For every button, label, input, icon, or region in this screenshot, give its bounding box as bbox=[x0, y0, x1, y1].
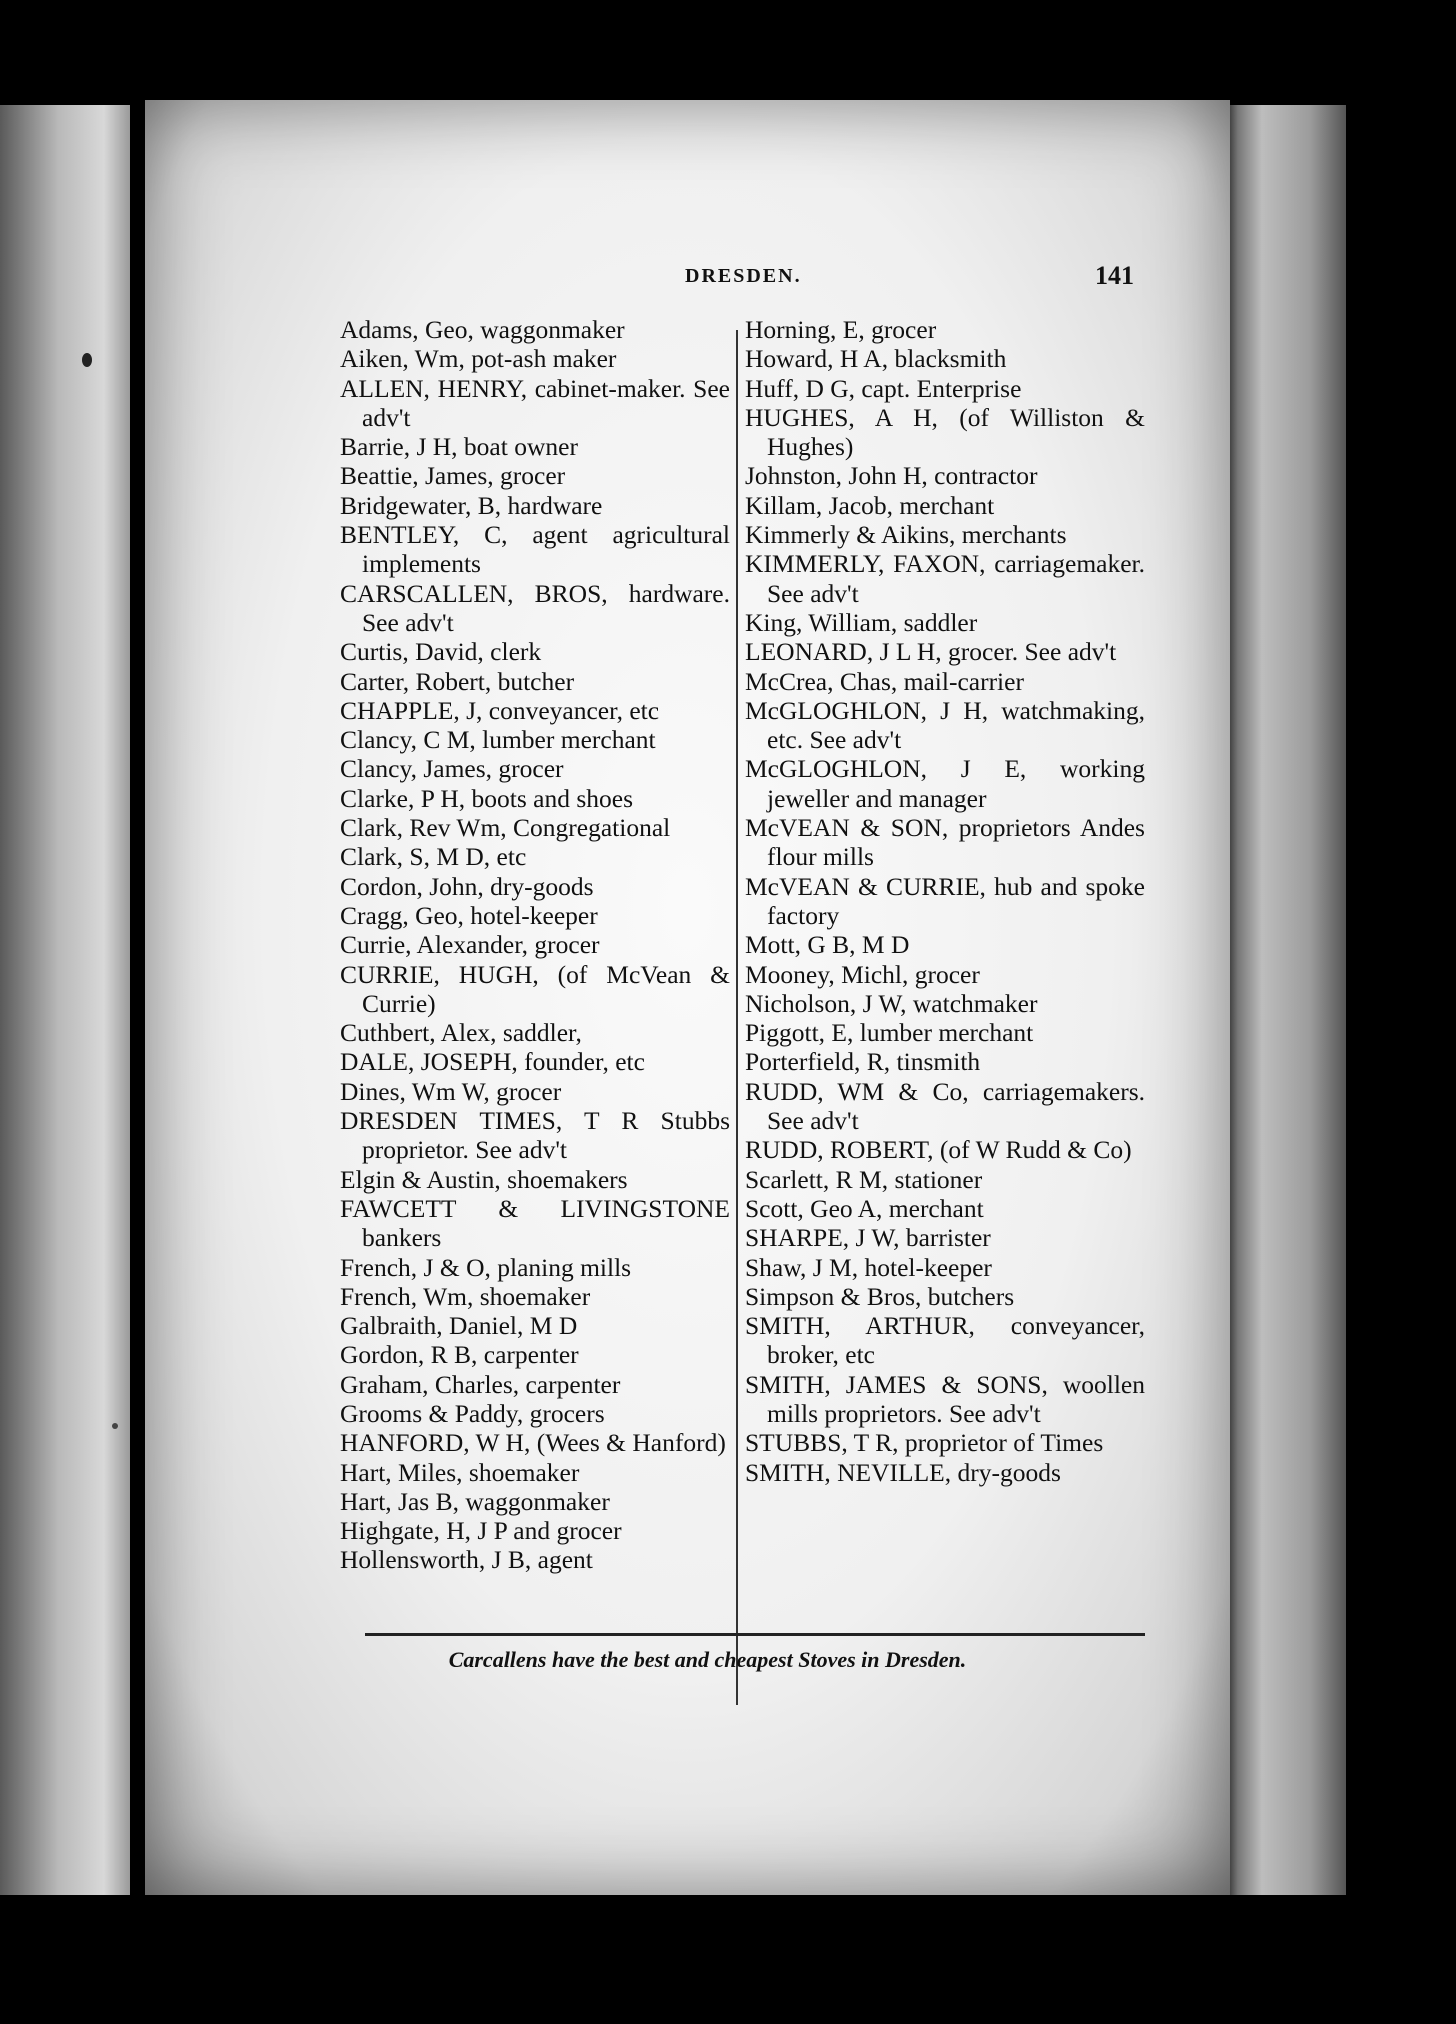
directory-entry: Grooms & Paddy, grocers bbox=[340, 1398, 605, 1428]
right-page-edge bbox=[1226, 105, 1346, 1895]
directory-entry: Aiken, Wm, pot-ash maker bbox=[340, 344, 617, 374]
directory-entry: Graham, Charles, carpenter bbox=[340, 1369, 621, 1399]
directory-column-right bbox=[745, 315, 1145, 1487]
directory-entry: SMITH, JAMES & SONS, woollen mills proprietors. See adv't bbox=[745, 1369, 1145, 1428]
directory-entry: Currie, Alexander, grocer bbox=[340, 930, 600, 960]
directory-entry: French, J & O, planing mills bbox=[340, 1252, 632, 1282]
ink-spot bbox=[82, 353, 92, 367]
directory-entry: Cuthbert, Alex, saddler, bbox=[340, 1018, 582, 1048]
directory-entry: Gordon, R B, carpenter bbox=[340, 1340, 579, 1370]
directory-entry: Killam, Jacob, merchant bbox=[745, 490, 995, 520]
directory-entry: Porterfield, R, tinsmith bbox=[745, 1047, 981, 1077]
directory-entry: Scott, Geo A, merchant bbox=[745, 1193, 984, 1223]
directory-entry: Elgin & Austin, shoemakers bbox=[340, 1164, 628, 1194]
directory-entry: Cragg, Geo, hotel-keeper bbox=[340, 900, 598, 930]
directory-entry: Mott, G B, M D bbox=[745, 930, 910, 960]
directory-entry: Mooney, Michl, grocer bbox=[745, 959, 980, 989]
directory-entry: Nicholson, J W, watchmaker bbox=[745, 988, 1038, 1018]
directory-entry: SMITH, ARTHUR, conveyancer, broker, etc bbox=[745, 1311, 1145, 1370]
directory-page bbox=[145, 100, 1230, 1895]
directory-entry: Clark, Rev Wm, Congregational bbox=[340, 813, 671, 843]
directory-entry: Howard, H A, blacksmith bbox=[745, 344, 1007, 374]
directory-entry: McCrea, Chas, mail-carrier bbox=[745, 666, 1024, 696]
directory-entry: Hart, Miles, shoemaker bbox=[340, 1457, 580, 1487]
directory-entry: French, Wm, shoemaker bbox=[340, 1281, 591, 1311]
directory-entry: Scarlett, R M, stationer bbox=[745, 1164, 983, 1194]
directory-entry: KIMMERLY, FAXON, carriagemaker. See adv't bbox=[745, 549, 1145, 608]
page-header bbox=[145, 261, 1230, 295]
directory-entry: Galbraith, Daniel, M D bbox=[340, 1311, 578, 1341]
directory-column-left bbox=[340, 315, 730, 1575]
ink-spot bbox=[112, 1423, 118, 1429]
directory-entry: McGLOGHLON, J H, watchmaking, etc. See adv't bbox=[745, 695, 1145, 755]
directory-entry: SHARPE, J W, barrister bbox=[745, 1223, 991, 1253]
directory-entry: Dines, Wm W, grocer bbox=[340, 1076, 562, 1106]
directory-entry: FAWCETT & LIVINGSTONE bankers bbox=[340, 1193, 730, 1253]
directory-entry: Beattie, James, grocer bbox=[340, 461, 566, 491]
directory-entry: BENTLEY, C, agent agricultural implements bbox=[340, 520, 730, 579]
footer-advertisement: Carcallens have the best and cheapest Stoves in Dresden. bbox=[448, 1647, 967, 1672]
directory-entry: HUGHES, A H, (of Williston & Hughes) bbox=[745, 402, 1145, 462]
page-number: 141 bbox=[1095, 261, 1134, 290]
directory-entry: ALLEN, HENRY, cabinet-maker. See adv't bbox=[340, 373, 730, 432]
directory-entry: Hollensworth, J B, agent bbox=[340, 1545, 593, 1575]
directory-entry: King, William, saddler bbox=[745, 607, 978, 637]
directory-entry: Cordon, John, dry-goods bbox=[340, 871, 594, 901]
directory-entry: LEONARD, J L H, grocer. See adv't bbox=[745, 637, 1117, 667]
directory-entry: Bridgewater, B, hardware bbox=[340, 490, 603, 520]
running-title: DRESDEN. bbox=[685, 265, 802, 287]
left-page-edge bbox=[0, 105, 130, 1895]
directory-entry: CARSCALLEN, BROS, hardware. See adv't bbox=[340, 578, 730, 637]
directory-entry: DALE, JOSEPH, founder, etc bbox=[340, 1047, 645, 1077]
directory-entry: Kimmerly & Aikins, merchants bbox=[745, 520, 1067, 550]
directory-entry: Adams, Geo, waggonmaker bbox=[340, 315, 625, 344]
directory-entry: CURRIE, HUGH, (of McVean & Currie) bbox=[340, 959, 730, 1018]
directory-entry: Curtis, David, clerk bbox=[340, 637, 542, 667]
directory-entry: Clancy, James, grocer bbox=[340, 754, 564, 784]
directory-entry: CHAPPLE, J, conveyancer, etc bbox=[340, 695, 660, 725]
directory-entry: Piggott, E, lumber merchant bbox=[745, 1018, 1034, 1048]
directory-entry: Clarke, P H, boots and shoes bbox=[340, 783, 633, 813]
directory-entry: DRESDEN TIMES, T R Stubbs proprietor. See adv't bbox=[340, 1106, 730, 1165]
directory-entry: Clark, S, M D, etc bbox=[340, 842, 527, 872]
directory-entry: Huff, D G, capt. Enterprise bbox=[745, 373, 1022, 403]
directory-entry: Johnston, John H, contractor bbox=[745, 461, 1038, 491]
directory-entry: Hart, Jas B, waggonmaker bbox=[340, 1486, 610, 1516]
directory-entry: SMITH, NEVILLE, dry-goods bbox=[745, 1457, 1061, 1487]
directory-entry: McVEAN & CURRIE, hub and spoke factory bbox=[745, 871, 1145, 930]
footer-rule bbox=[365, 1633, 1145, 1636]
directory-entry: Carter, Robert, butcher bbox=[340, 666, 575, 696]
directory-entry: Barrie, J H, boat owner bbox=[340, 432, 578, 462]
directory-entry: STUBBS, T R, proprietor of Times bbox=[745, 1428, 1104, 1458]
directory-entry: RUDD, WM & Co, carriagemakers. See adv't bbox=[745, 1076, 1145, 1136]
directory-entry: Shaw, J M, hotel-keeper bbox=[745, 1252, 992, 1282]
directory-entry: Clancy, C M, lumber merchant bbox=[340, 725, 656, 755]
directory-entry: Simpson & Bros, butchers bbox=[745, 1281, 1015, 1311]
directory-entry: HANFORD, W H, (Wees & Hanford) bbox=[340, 1428, 726, 1458]
directory-entry: McGLOGHLON, J E, working jeweller and manager bbox=[745, 754, 1145, 813]
directory-entry: Horning, E, grocer bbox=[745, 315, 937, 344]
directory-entry: Highgate, H, J P and grocer bbox=[340, 1516, 622, 1546]
directory-entry: McVEAN & SON, proprietors Andes flour mills bbox=[745, 813, 1145, 872]
directory-entry: RUDD, ROBERT, (of W Rudd & Co) bbox=[745, 1135, 1132, 1165]
column-divider bbox=[736, 330, 738, 1705]
